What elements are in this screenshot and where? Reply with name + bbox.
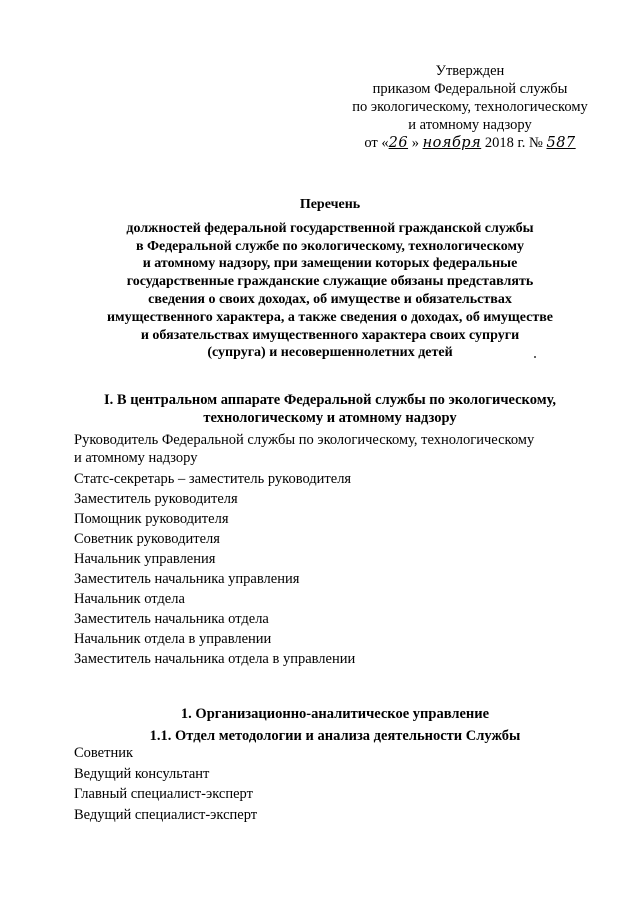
list-item: Заместитель начальника отдела [74,611,269,627]
section-heading-line-1: I. В центральном аппарате Федеральной службы по экологическому, [104,392,556,408]
document-title [60,196,600,362]
list-item: Советник руководителя [74,531,220,547]
subdepartment-title: 1.1. Отдел методологии и анализа деятельности Службы [149,728,521,744]
list-item: Статс-секретарь – заместитель руководителя [74,471,352,487]
approval-line-2: приказом Федеральной службы [372,81,568,97]
title-line: государственные гражданские служащие обязаны представлять [126,274,534,290]
handwritten-day: 26 [388,135,409,151]
approval-line-1: Утвержден [435,63,505,79]
list-item: Ведущий консультант [74,765,210,782]
title-line: должностей федеральной государственной гражданской службы [126,220,534,236]
section-heading-line-2: технологическому и атомному надзору [203,410,457,426]
title-line: имущественного характера, а также сведения о доходах, об имуществе [106,309,553,325]
department-positions-list [74,743,594,825]
number-prefix: № [529,135,543,151]
approval-line-3: по экологическому, технологическому [352,99,588,115]
list-item: Начальник отдела [74,591,185,607]
list-item: и атомному надзору [74,450,198,466]
approval-stamp [330,62,610,152]
handwritten-number: 587 [546,135,576,151]
list-item: Главный специалист-эксперт [74,786,253,802]
scan-speck [534,356,536,358]
department-title: 1. Организационно-аналитическое управление [180,706,490,722]
list-item: Заместитель начальника отдела в управлении [74,651,356,667]
positions-list [74,431,594,669]
title-line: сведения о своих доходах, об имуществе и обязательствах [148,291,512,307]
list-item: Руководитель Федеральной службы по экологическому, технологическому [74,432,535,448]
date-mid: » [411,135,419,151]
section-heading [70,391,590,427]
date-year: 2018 г. [484,135,526,151]
date-prefix: от « [364,135,389,151]
title-line: и атомному надзору, при замещении которых федеральные [142,256,518,272]
handwritten-month: ноября [422,135,482,151]
list-item: Заместитель начальника управления [74,571,300,587]
list-item: Советник [74,745,134,761]
approval-line-4: и атомному надзору [408,117,532,133]
list-item: Помощник руководителя [74,511,229,527]
title-line: в Федеральной службе по экологическому, технологическому [135,238,525,254]
approval-date-line [330,134,610,152]
title-line: и обязательствах имущественного характера своих супруги [140,327,520,343]
list-item: Начальник отдела в управлении [74,631,272,647]
list-item: Заместитель руководителя [74,491,238,507]
list-item: Начальник управления [74,551,216,567]
title-heading: Перечень [299,197,361,212]
list-item: Ведущий специалист-эксперт [74,806,258,823]
title-line: (супруга) и несовершеннолетних детей [207,345,453,361]
